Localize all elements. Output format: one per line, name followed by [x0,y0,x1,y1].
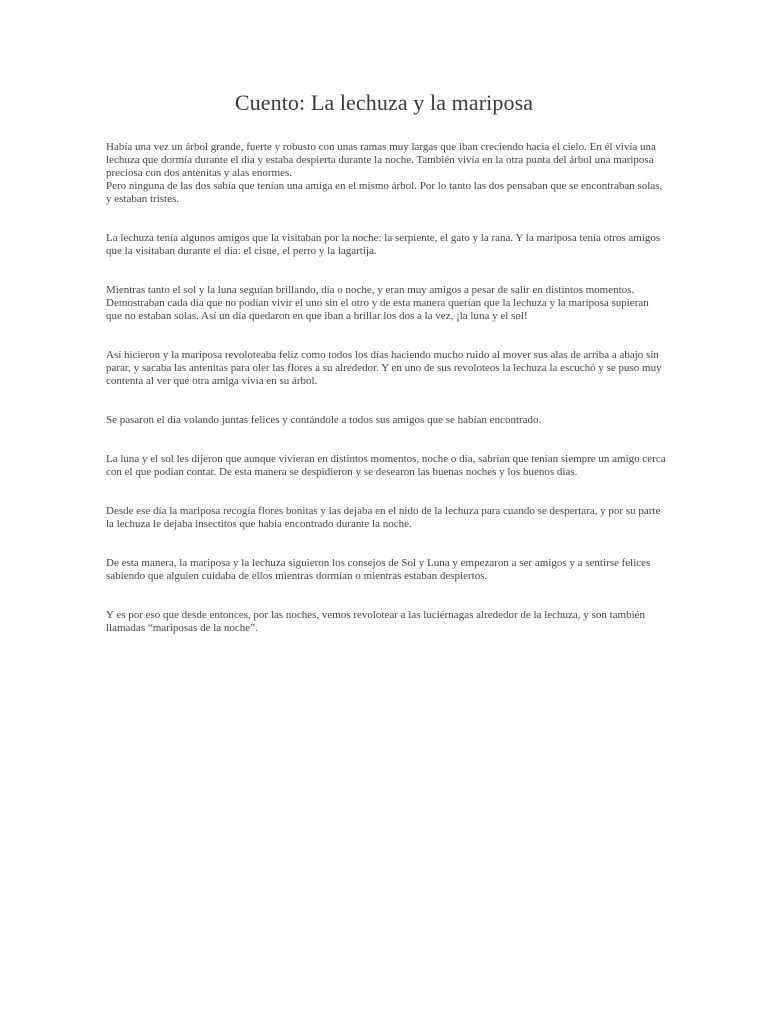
paragraph-1: Había una vez un árbol grande, fuerte y robusto con unas ramas muy largas que iban creciendo hacia el cielo. En él vivía una lechuza que dormía durante el día y estaba despierta durante la noche. También vivía en la otra punta del árbol una mariposa preciosa con dos antenitas y alas enormes. Pero ninguna de las dos sabía que tenían una amiga en el mismo árbol. Por lo tanto las dos pensaban que se encontraban solas, y estaban tristes. [106,141,663,205]
paragraph-9: Y es por eso que desde entonces, por las noches, vemos revolotear a las luciérnagas alrededor de la lechuza, y son también llamadas “mariposas de la noche”. [106,609,646,634]
paragraph-8: De esta manera, la mariposa y la lechuza siguieron los consejos de Sol y Luna y empezaron a ser amigos y a sentirse felices sabiendo que alguien cuidaba de ellos mientras dormían o mientras estaban despiertos. [106,557,651,582]
paragraph-spacer [106,531,666,557]
paragraph-6: La luna y el sol les dijeron que aunque vivieran en distintos momentos, noche o día, sabrían que tenían siempre un amigo cerca con el que podían contar. De esta manera se despidieron y se desearon las buenas noches y los buenos días. [106,453,666,478]
paragraph-spacer [106,583,666,609]
paragraph-spacer [106,479,666,505]
paragraph-spacer [106,427,666,453]
paragraph-4: Así hicieron y la mariposa revoloteaba feliz como todos los días haciendo mucho ruido al mover sus alas de arriba a abajo sin parar, y sacaba las antenitas para oler las flores a su alrededor. Y en uno de sus revoloteos la lechuza la escuchó y se puso muy contenta al ver que otra amiga vivía en su árbol. [106,349,662,387]
story-body [106,141,666,635]
paragraph-spacer [106,206,666,232]
paragraph-spacer [106,258,666,284]
paragraph-3: Mientras tanto el sol y la luna seguían brillando, día o noche, y eran muy amigos a pesar de salir en distintos momentos. Demostraban cada día que no podían vivir el uno sin el otro y de esta manera querían que la lechuza y la mariposa supieran que no estaban solas. Así un día quedaron en que iban a brillar los dos a la vez, ¡la luna y el sol! [106,284,649,322]
paragraph-5: Se pasaron el día volando juntas felices y contándole a todos sus amigos que se habían encontrado. [106,414,542,426]
paragraph-7: Desde ese día la mariposa recogía flores bonitas y las dejaba en el nido de la lechuza para cuando se despertara, y por su parte la lechuza le dejaba insectitos que había encontrado durante la noche. [106,505,661,530]
paragraph-2: La lechuza tenía algunos amigos que la visitaban por la noche: la serpiente, el gato y la rana. Y la mariposa tenía otros amigos que la visitaban durante el día: el cisne, el perro y la lagartija. [106,232,661,257]
paragraph-spacer [106,388,666,414]
paragraph-spacer [106,323,666,349]
page-title: Cuento: La lechuza y la mariposa [234,90,534,115]
